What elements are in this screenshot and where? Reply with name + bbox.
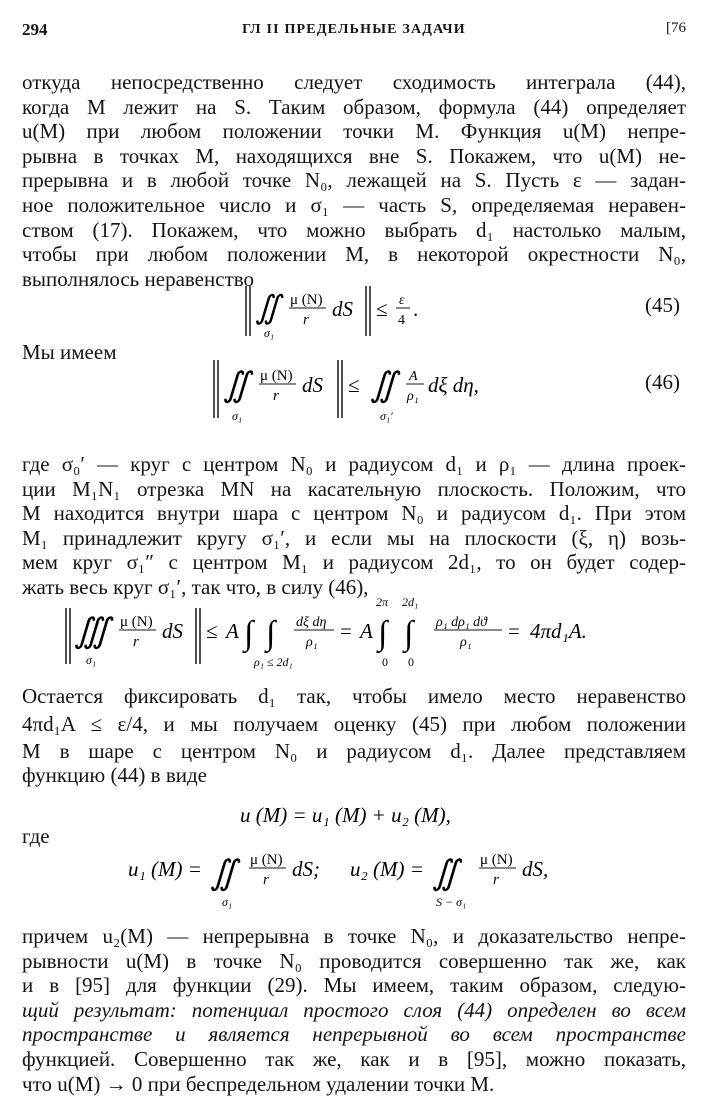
chapter-title: ГЛ II ПРЕДЕЛЬНЫЕ ЗАДАЧИ	[242, 22, 466, 37]
text-line: M в шаре с центром N₀ и радиусом d₁. Далее представляем	[22, 738, 686, 763]
text-line: функцией. Совершенно так же, как и в [95], можно показать,	[22, 1046, 686, 1071]
svg-text:u (M) = u₁ (M) + u₂ (M),: u (M) = u₁ (M) + u₂ (M),	[240, 803, 451, 827]
section-number: [76	[666, 20, 686, 36]
text-line: u(M) при любом положении точки M. Функция u(M) непре-	[22, 119, 686, 144]
svg-text:μ (N): μ (N)	[290, 292, 323, 308]
svg-text:dξ dη: dξ dη	[296, 615, 327, 630]
paragraph-3	[22, 684, 686, 788]
svg-text:ρ₁: ρ₁	[460, 635, 472, 650]
text-line: мем круг σ₁″ с центром M₁ и радиусом 2d₁, то он будет содер-	[22, 550, 686, 575]
svg-text:dS: dS	[162, 619, 183, 643]
svg-text:ρ₁: ρ₁	[306, 635, 318, 650]
svg-text:0: 0	[382, 655, 388, 669]
svg-text:r: r	[273, 388, 279, 404]
svg-text:≤: ≤	[376, 297, 388, 321]
svg-text:dS,: dS,	[522, 857, 549, 881]
page-number: 294	[22, 20, 48, 39]
text-line: M находится внутри шара с центром N₀ и радиусом d₁. При этом	[22, 501, 686, 526]
equation-46	[208, 356, 508, 428]
paragraph-4	[22, 924, 686, 1096]
text-line: функцию (44) в виде	[22, 763, 208, 788]
text-line: и в [95] для функции (29). Мы имеем, таким образом, следую-	[22, 973, 686, 998]
text-line: рывна в точках M, находящихся вне S. Покажем, что u(M) не-	[22, 143, 686, 168]
svg-text:ε: ε	[399, 293, 405, 308]
text-line: когда M лежит на S. Таким образом, формула (44) определяет	[22, 94, 686, 119]
text-line: где σ₀′ — круг с центром N₀ и радиусом d₁ и ρ₁ — длина проек-	[22, 452, 686, 476]
svg-text:∬: ∬	[370, 367, 397, 404]
svg-text:μ (N): μ (N)	[250, 852, 283, 868]
text-line: Остается фиксировать d₁ так, чтобы имело место неравенство	[22, 684, 686, 708]
svg-text:σ₁: σ₁	[222, 895, 233, 909]
text-line: чтобы при любом положении M, в некоторой окрестности N₀,	[22, 242, 686, 267]
text-line: Мы имеем	[22, 340, 117, 364]
text-line: причем u₂(M) — непрерывна в точке N₀, и доказательство непре-	[22, 924, 686, 948]
text-line: M₁ принадлежит кругу σ₁′, и если мы на плоскости (ξ, η) возь-	[22, 525, 686, 550]
svg-text:μ (N): μ (N)	[120, 614, 153, 630]
svg-text:A: A	[360, 619, 373, 643]
svg-text:dS: dS	[302, 373, 323, 397]
equation-45	[240, 282, 460, 344]
svg-text:μ (N): μ (N)	[480, 852, 513, 868]
svg-text:r: r	[493, 872, 499, 888]
running-header	[22, 20, 686, 46]
svg-text:=: =	[340, 619, 352, 643]
text-line: где	[22, 824, 50, 848]
svg-text:A: A	[409, 369, 418, 384]
svg-text:∫: ∫	[266, 615, 276, 652]
svg-text:∬: ∬	[255, 289, 281, 325]
svg-text:4πd₁A.: 4πd₁A.	[530, 619, 587, 643]
svg-text:ρ₁: ρ₁	[407, 389, 419, 404]
text-line: откуда непосредственно следует сходимость интеграла (44),	[22, 70, 686, 94]
text-line: что u(M) → 0 при беспредельном удалении точки M.	[22, 1071, 495, 1096]
equation-u1-u2	[124, 836, 584, 916]
svg-text:≤: ≤	[206, 619, 218, 643]
svg-text:S − σ₁: S − σ₁	[436, 895, 467, 909]
svg-text:=: =	[508, 619, 520, 643]
svg-text:ρ₁ ≤ 2d₁: ρ₁ ≤ 2d₁	[254, 655, 293, 669]
text-line: ции M₁N₁ отрезка MN на касательную плоскость. Положим, что	[22, 476, 686, 501]
svg-text:u₁ (M) =: u₁ (M) =	[128, 857, 202, 881]
equation-number-45: (45)	[645, 293, 680, 317]
text-line: 4πd₁A ≤ ε/4, и мы получаем оценку (45) при любом положении	[22, 711, 686, 736]
svg-text:∫: ∫	[244, 615, 254, 652]
svg-text:∫: ∫	[404, 615, 414, 652]
text-line: ное положительное число и σ₁ — часть S, определяемая неравен-	[22, 192, 686, 217]
text-line: рывности u(M) в точке N₀ проводится совершенно так же, как	[22, 948, 686, 973]
svg-text:σ₁′: σ₁′	[380, 409, 393, 423]
text-line: выполнялось неравенство	[22, 266, 255, 291]
svg-text:0: 0	[408, 655, 414, 669]
svg-text:μ (N): μ (N)	[260, 368, 293, 384]
svg-text:dS: dS	[332, 297, 353, 321]
svg-text:σ₁: σ₁	[86, 653, 97, 667]
svg-text:u₂ (M) =: u₂ (M) =	[350, 857, 424, 881]
paragraph-1	[22, 70, 686, 291]
svg-text:∭: ∭	[74, 613, 110, 650]
svg-text:A: A	[226, 619, 239, 643]
paragraph-2	[22, 452, 686, 600]
svg-text:ρ₁ dρ₁ dϑ: ρ₁ dρ₁ dϑ	[436, 615, 488, 630]
svg-text:r: r	[133, 634, 139, 650]
equation-estimate	[62, 594, 652, 674]
svg-text:∫: ∫	[378, 615, 388, 652]
svg-text:σ₁: σ₁	[232, 409, 243, 423]
svg-text:∬: ∬	[432, 855, 459, 892]
svg-text:∬: ∬	[210, 855, 237, 892]
equation-number-46: (46)	[645, 370, 680, 394]
svg-text:2π: 2π	[376, 595, 389, 609]
text-line: щий результат: потенциал простого слоя (44) определен во всем	[22, 997, 686, 1022]
text-line: жать весь круг σ₁′, так что, в силу (46),	[22, 574, 369, 599]
svg-text:∬: ∬	[223, 367, 250, 404]
text-line: ством (17). Покажем, что можно выбрать d₁ настолько малым,	[22, 217, 686, 242]
svg-text:4: 4	[398, 313, 405, 328]
text-line: пространстве и является непрерывной во всем пространстве	[22, 1022, 686, 1047]
svg-text:dξ dη,: dξ dη,	[428, 373, 479, 397]
svg-text:σ₁: σ₁	[264, 326, 275, 340]
text-line: прерывна и в любой точке N₀, лежащей на S. Пусть ε — задан-	[22, 168, 686, 193]
svg-text:≤: ≤	[348, 373, 360, 397]
svg-text:.: .	[413, 297, 419, 321]
svg-text:dS;: dS;	[292, 857, 320, 881]
svg-text:2d₁: 2d₁	[402, 595, 419, 609]
svg-text:r: r	[263, 872, 269, 888]
svg-text:r: r	[303, 312, 309, 328]
